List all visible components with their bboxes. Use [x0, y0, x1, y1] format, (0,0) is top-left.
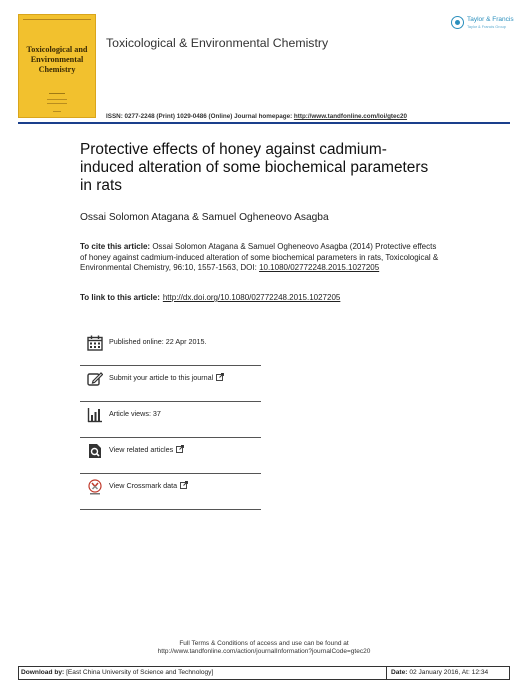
article-title: Protective effects of honey against cadmium-induced alteration of some biochemical parameters in rats	[80, 141, 429, 194]
article-authors: Ossai Solomon Atagana & Samuel Ogheneovo Asagba	[80, 212, 329, 223]
download-by	[21, 669, 213, 676]
citation-block	[80, 242, 440, 274]
article-actions	[80, 330, 261, 510]
cover-line	[53, 111, 61, 112]
cover-title: Toxicological and Environmental Chemistry	[26, 45, 88, 74]
published-online-label: Published online: 22 Apr 2015.	[109, 337, 207, 346]
citation-label: To cite this article:	[80, 242, 151, 251]
crossmark-icon	[87, 479, 103, 495]
cover-line	[47, 99, 67, 100]
publisher-logo-icon	[451, 16, 464, 29]
journal-homepage-link[interactable]: http://www.tandfonline.com/loi/gtec20	[293, 113, 408, 120]
submit-article-link[interactable]	[109, 373, 224, 382]
journal-cover-image	[18, 14, 96, 118]
calendar-icon	[87, 335, 103, 351]
publisher-name: Taylor & Francis	[467, 16, 514, 23]
article-link-line	[80, 293, 340, 302]
related-articles-label: View related articles	[109, 445, 174, 454]
edit-icon	[87, 371, 103, 387]
download-date	[391, 669, 488, 676]
article-views-label: Article views: 37	[109, 409, 161, 418]
download-bar-divider	[386, 667, 387, 679]
citation-text: Ossai Solomon Atagana & Samuel Ogheneovo Asagba (2014) Protective effects of honey against cadmium-induced alteration of some biochemical parameters in rats, Toxicological & Environmental Chemistry, 96:10, 1557-1563, DOI:	[80, 242, 439, 273]
article-views-item	[80, 402, 261, 438]
cover-line	[47, 103, 67, 104]
crossmark-item[interactable]	[80, 474, 261, 510]
cover-top-rule	[23, 19, 91, 22]
download-by-label: Download by:	[21, 669, 65, 676]
download-info-bar	[18, 666, 510, 680]
related-articles-item[interactable]	[80, 438, 261, 474]
crossmark-link[interactable]	[109, 481, 188, 490]
citation-doi-link[interactable]: 10.1080/02772248.2015.1027205	[259, 263, 380, 273]
publisher-logo[interactable]	[451, 15, 515, 35]
download-date-value: 02 January 2016, At: 12:34	[407, 669, 489, 676]
external-link-icon	[216, 373, 224, 381]
external-link-icon	[180, 481, 188, 489]
published-online-item	[80, 330, 261, 366]
article-link-label: To link to this article:	[80, 293, 160, 302]
terms-line: Full Terms & Conditions of access and use can be found at	[179, 640, 349, 647]
related-articles-link[interactable]	[109, 445, 184, 454]
issn-text: ISSN: 0277-2248 (Print) 1029-0486 (Online) Journal homepage:	[106, 113, 294, 120]
external-link-icon	[176, 445, 184, 453]
article-doi-link[interactable]: http://dx.doi.org/10.1080/02772248.2015.1027205	[162, 293, 341, 302]
issn-line	[106, 113, 407, 120]
crossmark-label: View Crossmark data	[109, 481, 178, 490]
submit-article-item[interactable]	[80, 366, 261, 402]
header-divider	[18, 122, 510, 124]
download-by-value: [East China University of Science and Technology]	[64, 669, 214, 676]
journal-title: Toxicological & Environmental Chemistry	[106, 36, 329, 50]
terms-url[interactable]: http://www.tandfonline.com/action/journalInformation?journalCode=gtec20	[157, 648, 371, 656]
terms-footer	[0, 640, 528, 657]
related-search-icon	[87, 443, 103, 459]
cover-rule	[49, 93, 65, 94]
submit-article-label: Submit your article to this journal	[109, 373, 214, 382]
download-date-label: Date:	[391, 669, 408, 676]
publisher-tagline: Taylor & Francis Group	[467, 25, 506, 29]
bar-chart-icon	[87, 407, 103, 423]
